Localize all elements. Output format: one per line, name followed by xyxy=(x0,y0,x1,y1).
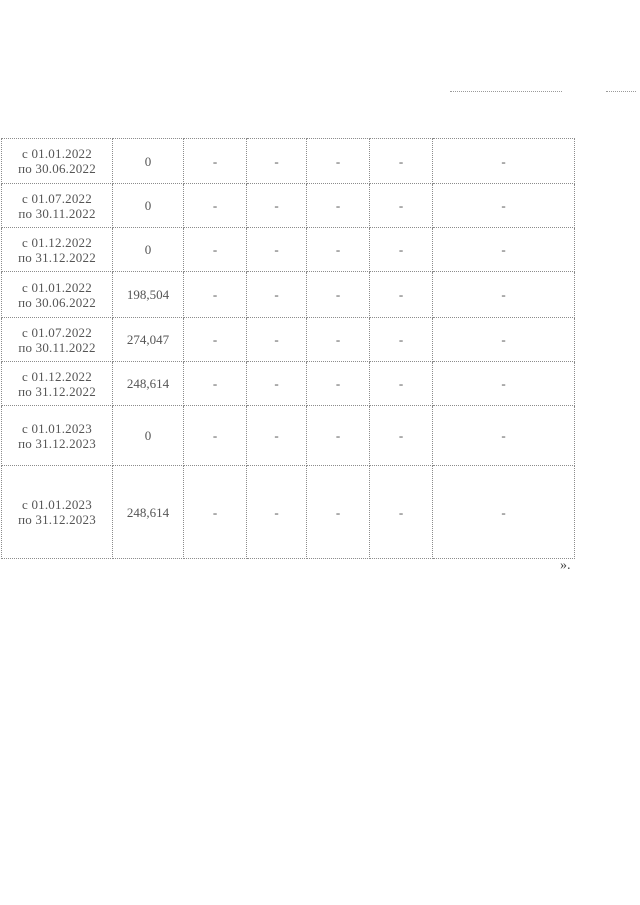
dash-cell: - xyxy=(433,139,575,184)
dash-cell: - xyxy=(370,362,433,406)
dash-cell: - xyxy=(184,406,247,466)
dash-cell: - xyxy=(307,228,370,272)
dash-cell: - xyxy=(370,228,433,272)
dash-cell: - xyxy=(184,139,247,184)
period-to: по 30.06.2022 xyxy=(18,161,96,176)
value-cell: 0 xyxy=(113,228,184,272)
dash-cell: - xyxy=(307,318,370,362)
dash-cell: - xyxy=(184,318,247,362)
dash-cell: - xyxy=(433,184,575,228)
dash-cell: - xyxy=(433,272,575,318)
value-cell: 274,047 xyxy=(113,318,184,362)
dash-cell: - xyxy=(184,228,247,272)
period-from: с 01.01.2022 xyxy=(22,279,92,295)
value-cell: 0 xyxy=(113,184,184,228)
closing-quote-mark: ». xyxy=(560,558,571,573)
period-cell xyxy=(2,466,113,559)
value-cell: 248,614 xyxy=(113,362,184,406)
dash-cell: - xyxy=(370,466,433,559)
period-cell xyxy=(2,139,113,184)
dash-cell: - xyxy=(370,406,433,466)
dash-cell: - xyxy=(433,466,575,559)
table-row xyxy=(2,184,575,228)
period-to: по 30.06.2022 xyxy=(18,294,96,310)
table-row xyxy=(2,228,575,272)
period-from: с 01.01.2022 xyxy=(22,146,92,161)
dotted-line-right xyxy=(606,91,636,92)
value-cell: 248,614 xyxy=(113,466,184,559)
dash-cell: - xyxy=(307,272,370,318)
dash-cell: - xyxy=(247,466,307,559)
period-from: с 01.01.2023 xyxy=(22,420,92,436)
period-from: с 01.07.2022 xyxy=(22,190,92,206)
period-cell xyxy=(2,406,113,466)
period-from: с 01.12.2022 xyxy=(22,234,92,250)
period-to: по 31.12.2022 xyxy=(18,249,96,265)
dash-cell: - xyxy=(370,272,433,318)
dash-cell: - xyxy=(370,139,433,184)
table-row xyxy=(2,362,575,406)
dash-cell: - xyxy=(433,406,575,466)
period-from: с 01.12.2022 xyxy=(22,368,92,384)
value-cell: 0 xyxy=(113,139,184,184)
table-body xyxy=(2,139,575,559)
period-from: с 01.01.2023 xyxy=(22,497,92,512)
dotted-line-left xyxy=(450,91,562,92)
table-row xyxy=(2,406,575,466)
dash-cell: - xyxy=(307,362,370,406)
table-row xyxy=(2,466,575,559)
period-cell xyxy=(2,228,113,272)
data-table xyxy=(1,138,575,559)
dash-cell: - xyxy=(433,362,575,406)
period-cell xyxy=(2,272,113,318)
value-cell: 0 xyxy=(113,406,184,466)
dash-cell: - xyxy=(307,184,370,228)
dash-cell: - xyxy=(247,139,307,184)
period-to: по 31.12.2022 xyxy=(18,383,96,399)
period-to: по 30.11.2022 xyxy=(18,339,96,355)
value-cell: 198,504 xyxy=(113,272,184,318)
dash-cell: - xyxy=(247,184,307,228)
dash-cell: - xyxy=(184,272,247,318)
period-to: по 31.12.2023 xyxy=(18,512,96,527)
period-cell xyxy=(2,318,113,362)
table-row xyxy=(2,272,575,318)
dash-cell: - xyxy=(307,466,370,559)
dash-cell: - xyxy=(433,318,575,362)
dash-cell: - xyxy=(247,272,307,318)
dash-cell: - xyxy=(184,362,247,406)
dash-cell: - xyxy=(184,466,247,559)
dash-cell: - xyxy=(247,318,307,362)
dash-cell: - xyxy=(433,228,575,272)
period-to: по 31.12.2023 xyxy=(18,435,96,451)
dash-cell: - xyxy=(247,406,307,466)
dash-cell: - xyxy=(247,362,307,406)
table-row xyxy=(2,318,575,362)
period-cell xyxy=(2,184,113,228)
dash-cell: - xyxy=(307,139,370,184)
period-to: по 30.11.2022 xyxy=(18,205,96,221)
dash-cell: - xyxy=(370,184,433,228)
period-cell xyxy=(2,362,113,406)
dash-cell: - xyxy=(247,228,307,272)
dash-cell: - xyxy=(307,406,370,466)
dash-cell: - xyxy=(370,318,433,362)
period-from: с 01.07.2022 xyxy=(22,324,92,340)
table-row xyxy=(2,139,575,184)
dash-cell: - xyxy=(184,184,247,228)
